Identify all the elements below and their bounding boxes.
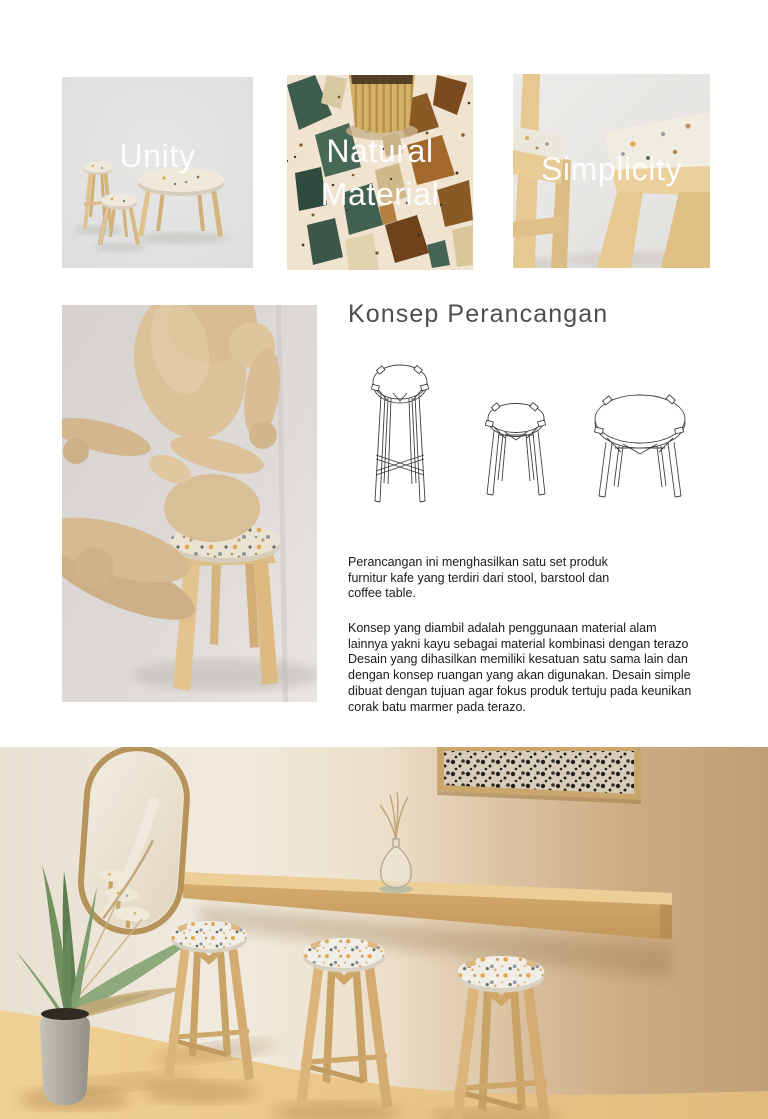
card-label-text: Natural (326, 132, 434, 169)
paragraph-line: furnitur kafe yang terdiri dari stool, barstool dan (348, 570, 610, 585)
principle-card-simplicity (513, 74, 710, 268)
stool-set-image (62, 77, 253, 268)
principle-card-natural-material (287, 75, 473, 270)
paragraph-line: dibuat dengan tujuan agar fokus produk tertuju pada keunikan (348, 683, 692, 698)
paragraph-line: dengan konsep ruangan yang akan digunakan. Desain simple (348, 668, 691, 683)
paragraph-line: lainnya yakni kayu sebagai material kombinasi dengan terazo (348, 636, 689, 651)
stool-closeup-image (513, 74, 710, 268)
interior-scene-image (0, 747, 768, 1119)
card-label-text: Material (320, 175, 440, 212)
paragraph-line: Desain yang dihasilkan memiliki kesatuan satu sama lain dan (348, 652, 688, 667)
paragraph-2 (348, 621, 691, 715)
oval-mirror (78, 747, 191, 935)
coffee-table-drawing (593, 392, 687, 500)
mannequin-image (62, 305, 317, 702)
paragraph-line: Konsep yang diambil adalah penggunaan material alam (348, 621, 657, 635)
section-heading: Konsep Perancangan (348, 300, 609, 328)
principle-card-unity (62, 77, 253, 268)
stool-drawing (485, 402, 547, 498)
terrazzo-art (437, 747, 641, 804)
paragraph-line: coffee table. (348, 586, 416, 601)
terrazzo-image (287, 75, 473, 270)
card-label-text: Simplicity (540, 150, 683, 187)
paragraph-line: Perancangan ini menghasilkan satu set produk (348, 555, 608, 569)
card-label-text: Unity (119, 138, 196, 174)
paragraph-1 (348, 555, 609, 602)
barstool-drawing (371, 362, 429, 505)
paragraph-line: corak batu marmer pada terazo. (348, 699, 526, 714)
